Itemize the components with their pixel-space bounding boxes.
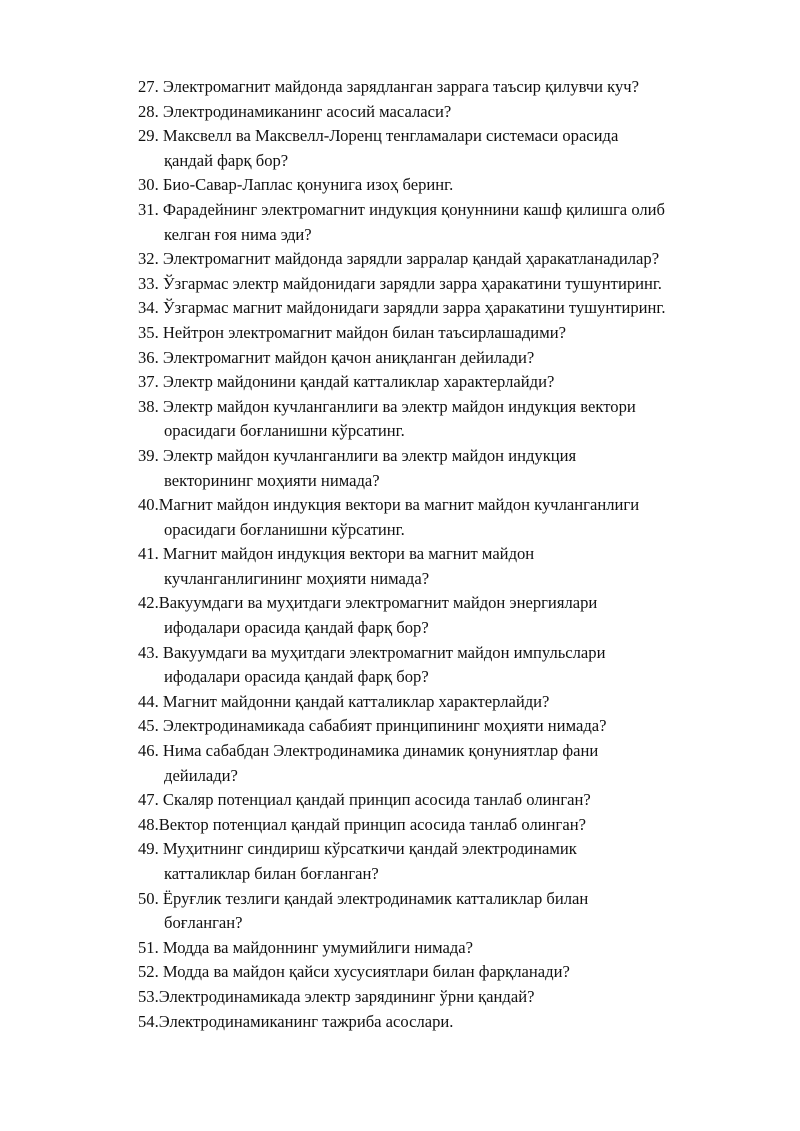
question-text: 35. Нейтрон электромагнит майдон билан таъсирлашадими? [138, 322, 566, 342]
question-text: 31. Фарадейнинг электромагнит индукция қонуннини кашф қилишга олиб [138, 199, 665, 219]
question-continuation: боғланган? [164, 913, 243, 933]
question-continuation: ифодалари орасида қандай фарқ бор? [164, 667, 429, 687]
question-text: 47. Скаляр потенциал қандай принцип асосида танлаб олинган? [138, 790, 591, 810]
question-text: 27. Электромагнит майдонда зарядланган заррага таъсир қилувчи куч? [138, 77, 640, 96]
question-list [138, 75, 758, 1034]
question-continuation: векторининг моҳияти нимада? [164, 470, 380, 490]
question-text: 49. Муҳитнинг синдириш кўрсаткичи қандай электродинамик [138, 839, 577, 859]
question-continuation: дейилади? [164, 765, 238, 785]
question-text: 52. Модда ва майдон қайси хусусиятлари билан фарқланади? [138, 962, 570, 982]
question-item [138, 493, 758, 542]
question-text: 40.Магнит майдон индукция вектори ва магнит майдон кучланганлиги [138, 495, 640, 515]
question-item [138, 444, 758, 493]
question-item [138, 714, 758, 739]
question-item [138, 936, 758, 961]
question-text: 39. Электр майдон кучланганлиги ва электр майдон индукция [138, 445, 577, 465]
question-continuation: қандай фарқ бор? [164, 150, 289, 170]
question-item [138, 370, 758, 395]
question-text: 38. Электр майдон кучланганлиги ва электр майдон индукция вектори [138, 396, 636, 416]
question-text: 30. Био-Савар-Лаплас қонунига изоҳ беринг. [138, 175, 454, 195]
question-text: 45. Электродинамикада сабабият принципининг моҳияти нимада? [138, 716, 607, 736]
question-item [138, 985, 758, 1010]
question-item [138, 813, 758, 838]
question-item [138, 1010, 758, 1035]
question-continuation: орасидаги боғланишни кўрсатинг. [164, 421, 405, 441]
question-item [138, 690, 758, 715]
question-item [138, 100, 758, 125]
question-item [138, 542, 758, 591]
question-item [138, 75, 758, 100]
question-text: 37. Электр майдонини қандай катталиклар характерлайди? [138, 372, 555, 392]
question-text: 28. Электродинамиканинг асосий масаласи? [138, 101, 452, 121]
question-continuation: келган ғоя нима эди? [164, 224, 312, 244]
question-item [138, 788, 758, 813]
question-item [138, 837, 758, 886]
question-item [138, 887, 758, 936]
question-item [138, 591, 758, 640]
question-item [138, 321, 758, 346]
question-item [138, 173, 758, 198]
question-text: 29. Максвелл ва Максвелл-Лоренц тенгламалари системаси орасида [138, 126, 619, 146]
question-item [138, 247, 758, 272]
question-item [138, 739, 758, 788]
question-text: 53.Электродинамикада электр зарядининг ўрни қандай? [138, 986, 535, 1006]
question-text: 36. Электромагнит майдон қачон аниқланган дейилади? [138, 347, 535, 367]
question-item [138, 346, 758, 371]
question-text: 41. Магнит майдон индукция вектори ва магнит майдон [138, 544, 535, 564]
question-item [138, 272, 758, 297]
question-item [138, 641, 758, 690]
question-text: 34. Ўзгармас магнит майдонидаги зарядли зарра ҳаракатини тушунтиринг. [138, 298, 666, 318]
question-text: 33. Ўзгармас электр майдонидаги зарядли зарра ҳаракатини тушунтиринг. [138, 273, 662, 293]
question-text: 32. Электромагнит майдонда зарядли зарралар қандай ҳаракатланадилар? [138, 249, 660, 269]
question-text: 42.Вакуумдаги ва муҳитдаги электромагнит майдон энергиялари [138, 593, 598, 613]
question-text: 54.Электродинамиканинг тажриба асослари. [138, 1011, 454, 1031]
question-text: 50. Ёруғлик тезлиги қандай электродинамик катталиклар билан [138, 888, 589, 908]
question-text: 48.Вектор потенциал қандай принцип асосида танлаб олинган? [138, 814, 586, 834]
question-continuation: орасидаги боғланишни кўрсатинг. [164, 519, 405, 539]
question-text: 46. Нима сабабдан Электродинамика динамик қонуниятлар фани [138, 741, 599, 761]
question-item [138, 296, 758, 321]
question-continuation: ифодалари орасида қандай фарқ бор? [164, 618, 429, 638]
question-text: 44. Магнит майдонни қандай катталиклар характерлайди? [138, 691, 550, 711]
question-text: 43. Вакуумдаги ва муҳитдаги электромагнит майдон импульслари [138, 642, 606, 662]
question-item [138, 124, 758, 173]
question-continuation: катталиклар билан боғланган? [164, 864, 379, 883]
question-item [138, 198, 758, 247]
question-text: 51. Модда ва майдоннинг умумийлиги нимада? [138, 937, 474, 957]
question-continuation: кучланганлигининг моҳияти нимада? [164, 568, 430, 588]
question-item [138, 960, 758, 985]
question-item [138, 395, 758, 444]
